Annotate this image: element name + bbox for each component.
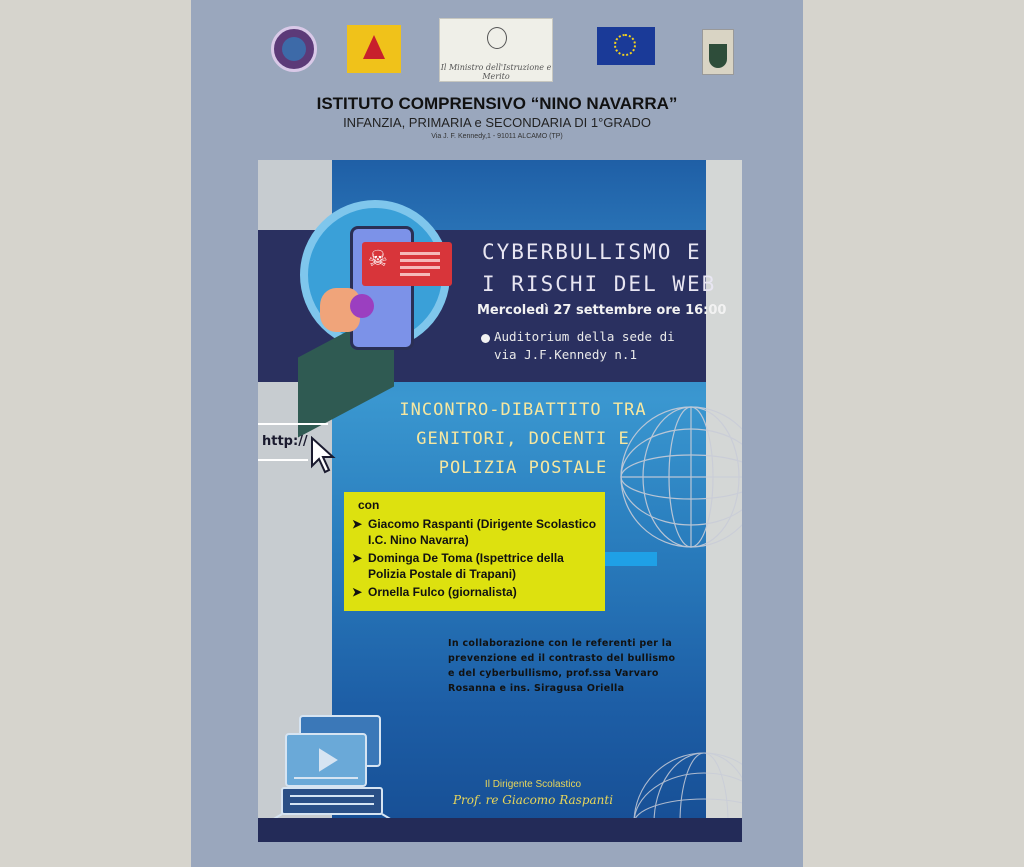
skull-alert-icon: ☠ xyxy=(362,242,452,286)
school-name: ISTITUTO COMPRENSIVO “NINO NAVARRA” xyxy=(316,94,678,113)
flyer-page xyxy=(191,0,803,867)
town-coat-of-arms-icon xyxy=(702,29,734,75)
wireframe-globe-bottom-icon xyxy=(624,728,742,828)
speaker-name: Giacomo Raspanti (Dirigente Scolastico I.C. Nino Navarra) xyxy=(368,517,597,547)
accent-bar xyxy=(605,552,657,566)
event-location: Auditorium della sede di via J.F.Kennedy n.1 xyxy=(494,329,675,362)
eu-flag-icon xyxy=(597,27,655,65)
speaker-name: Dominga De Toma (Ispettrice della Polizia Postale di Trapani) xyxy=(368,551,564,581)
signer-name: Prof. re Giacomo Raspanti xyxy=(452,793,614,807)
arrow-bullet-icon: ➤ xyxy=(352,517,363,531)
http-label: http:// xyxy=(262,434,308,449)
event-poster xyxy=(258,160,742,842)
speakers-box xyxy=(344,492,605,611)
bottom-band xyxy=(258,818,742,842)
collaboration-note: In collaborazione con le referenti per la prevenzione ed il contrasto del bullismo e del cyberbullismo, prof.ssa Varvaro Rosanna e ins. Siragusa Oriella xyxy=(448,638,676,694)
ministry-emblem-icon xyxy=(439,18,553,82)
event-date: Mercoledì 27 settembre ore 16:00 xyxy=(477,303,727,318)
event-subtitle: INCONTRO-DIBATTITO TRA GENITORI, DOCENTI E POLIZIA POSTALE xyxy=(399,400,647,478)
arrow-bullet-icon: ➤ xyxy=(352,551,363,565)
ministry-caption: Il Ministro dell'Istruzione e Merito xyxy=(440,63,552,81)
arrow-bullet-icon: ➤ xyxy=(352,585,363,599)
location-pin-icon xyxy=(481,334,490,343)
laptop-video-icon xyxy=(268,710,408,830)
speaker-name: Ornella Fulco (giornalista) xyxy=(368,585,517,599)
school-address: Via J. F. Kennedy,1 - 91011 ALCAMO (TP) xyxy=(431,133,563,140)
speakers-intro: con xyxy=(358,498,380,512)
mouse-cursor-icon xyxy=(308,436,338,476)
poster-title: CYBERBULLISMO E I RISCHI DEL WEB xyxy=(482,240,717,296)
school-logo-icon xyxy=(271,26,317,72)
virus-icon xyxy=(350,294,374,318)
school-levels: INFANZIA, PRIMARIA e SECONDARIA DI 1°GRADO xyxy=(343,115,651,130)
sicily-region-flag-icon xyxy=(347,25,401,73)
signer-role: Il Dirigente Scolastico xyxy=(484,779,582,790)
